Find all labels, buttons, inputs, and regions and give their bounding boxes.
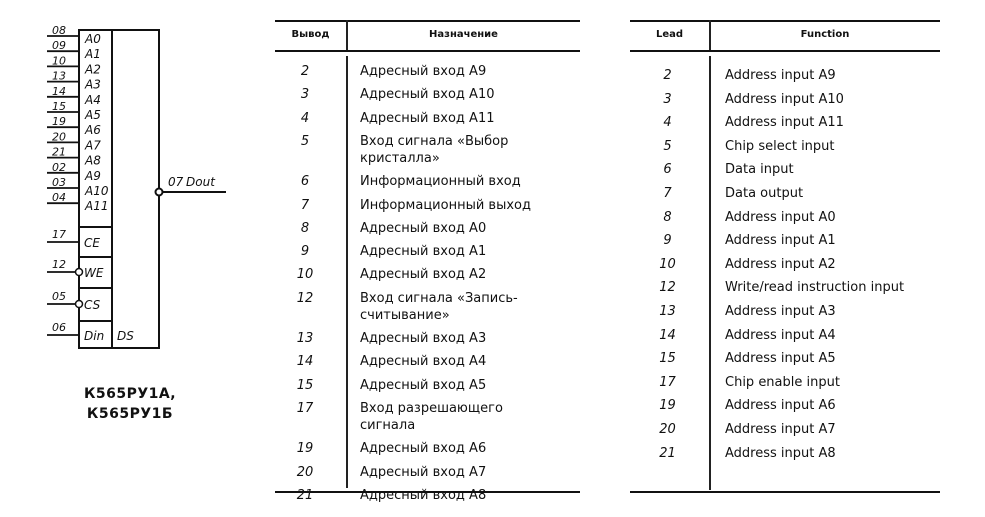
function-text: Вход сигнала «Выбор [360,133,509,149]
function-text: Адресный вход А1 [360,244,487,260]
chip-body [112,30,159,348]
signal-label: A4 [85,92,101,107]
signal-label: A11 [85,199,109,214]
lead-number: 12 [659,280,676,296]
function-text: Address input A0 [725,209,836,225]
function-text: Chip select input [725,138,835,154]
table-column-divider [709,56,711,490]
column-header-lead: Lead [655,29,684,40]
table-column-divider [346,56,348,488]
signal-label: A10 [85,184,109,198]
lead-number: 3 [300,87,310,103]
function-text: Chip enable input [725,374,840,390]
pin-number-label: 13 [52,69,66,83]
block-label-ds: DS [117,329,134,343]
lead-number: 19 [296,441,314,457]
lead-number: 21 [659,445,676,461]
function-text: Data input [725,162,794,178]
lead-number: 5 [300,133,310,149]
lead-number: 7 [300,197,310,213]
function-text: кристалла» [360,150,440,166]
column-header-function: Function [800,29,850,40]
function-text: Адресный вход А2 [360,267,487,283]
inversion-bubble-icon [76,269,83,276]
pin-number-label: 10 [52,54,66,68]
chip-symbol-diagram [0,0,260,430]
pin-number-label: 04 [52,191,66,205]
function-text: Информационный вход [360,174,521,190]
signal-label: A8 [85,153,101,168]
lead-number: 15 [659,351,676,367]
pinout-table-russian [275,20,580,503]
pin-number-label: 08 [52,24,66,37]
signal-label: A6 [85,123,101,138]
function-text: Write/read instruction input [725,280,905,296]
lead-number: 9 [663,233,672,249]
chip-part-number-2: К565РУ1Б [86,406,174,422]
lead-number: 17 [296,400,314,416]
function-text: Адресный вход А9 [360,64,487,79]
lead-number: 10 [659,256,676,272]
function-text: Address input A9 [725,68,836,83]
function-text: Address input A11 [725,115,844,131]
function-text: Адресный вход А0 [360,220,487,236]
lead-number: 13 [296,331,314,346]
function-text: Адресный вход А4 [360,354,487,370]
signal-label: A0 [85,32,101,46]
function-text: Адресный вход А5 [360,377,487,393]
table-header-rule [630,50,940,52]
function-text: Address input A1 [725,233,836,249]
lead-number: 14 [296,354,314,370]
function-text: сигнала [360,417,416,433]
pin-number-label: 05 [52,290,66,303]
signal-label: WE [84,266,104,280]
function-text: Адресный вход А10 [360,87,495,103]
signal-label: A5 [85,108,101,122]
lead-number: 4 [300,110,310,126]
table-top-rule [630,20,940,22]
lead-number: 5 [663,138,672,154]
function-text: Address input A8 [725,445,836,461]
lead-number: 4 [663,115,672,131]
column-header-lead: Вывод [291,29,330,40]
function-text: Вход разрешающего [360,400,503,416]
function-text: Address input A5 [725,351,836,367]
signal-label: A3 [85,77,101,92]
lead-number: 13 [659,304,676,319]
pin-number-label: 06 [52,321,66,334]
pinout-table-english [630,20,940,495]
function-text: Address input A7 [725,422,836,437]
lead-number: 9 [300,244,310,260]
lead-number: 19 [659,398,676,414]
pin-number-label: 09 [52,39,66,53]
lead-number: 6 [300,174,310,190]
lead-number: 20 [659,422,676,437]
function-text: Адресный вход А3 [360,331,487,346]
pin-number-label: 12 [52,258,66,271]
lead-number: 20 [296,464,314,480]
function-text: Address input A3 [725,304,836,319]
function-text: Адресный вход А11 [360,110,495,126]
function-text: Address input A4 [725,327,836,343]
lead-number: 8 [663,209,672,225]
signal-label: CS [84,298,101,312]
pin-number-label: 17 [52,228,66,241]
function-text: Адресный вход А7 [360,464,487,480]
table-header-rule [275,50,580,52]
output-inversion-bubble [156,189,163,196]
function-text: Адресный вход А6 [360,441,487,457]
table-top-rule [275,20,580,22]
pin-number-label: 20 [52,130,66,144]
signal-label: A2 [85,62,101,77]
signal-label: CE [84,236,100,250]
pin-number-label: 03 [52,176,66,189]
lead-number: 12 [296,290,314,306]
pin-number-label: 15 [52,100,66,113]
signal-label: A7 [85,138,101,153]
function-text: считывание» [360,307,450,323]
lead-number: 3 [663,91,672,107]
signal-label: A1 [85,47,101,62]
lead-number: 17 [659,374,676,390]
lead-number: 7 [663,186,672,201]
lead-number: 2 [663,68,672,83]
lead-number: 8 [300,220,310,236]
function-text: Address input A10 [725,91,844,107]
function-text: Address input A2 [725,256,836,272]
pin-number-label: 19 [52,115,66,129]
lead-number: 10 [296,267,314,283]
pin-number-label: 14 [52,84,66,98]
lead-number: 21 [296,487,314,503]
lead-number: 2 [300,64,310,79]
function-text: Data output [725,186,804,201]
function-text: Address input A6 [725,398,836,414]
table-bottom-rule [630,491,940,493]
pin-number-label: 02 [52,160,66,174]
inversion-bubble-icon [76,301,83,308]
lead-number: 6 [663,162,672,178]
lead-number: 14 [659,327,676,343]
signal-label: Din [84,329,105,343]
pin-number-label: 21 [52,145,66,159]
column-header-function: Назначение [429,29,498,40]
output-pin-number: 07 [168,175,184,189]
signal-label: A9 [85,168,101,183]
function-text: Вход сигнала «Запись- [360,290,518,306]
function-text: Адресный вход А8 [360,487,487,503]
function-text: Информационный выход [360,197,531,213]
lead-number: 15 [296,377,314,393]
output-signal-label: Dout [186,175,215,189]
chip-part-number-1: К565РУ1А, [83,386,177,402]
